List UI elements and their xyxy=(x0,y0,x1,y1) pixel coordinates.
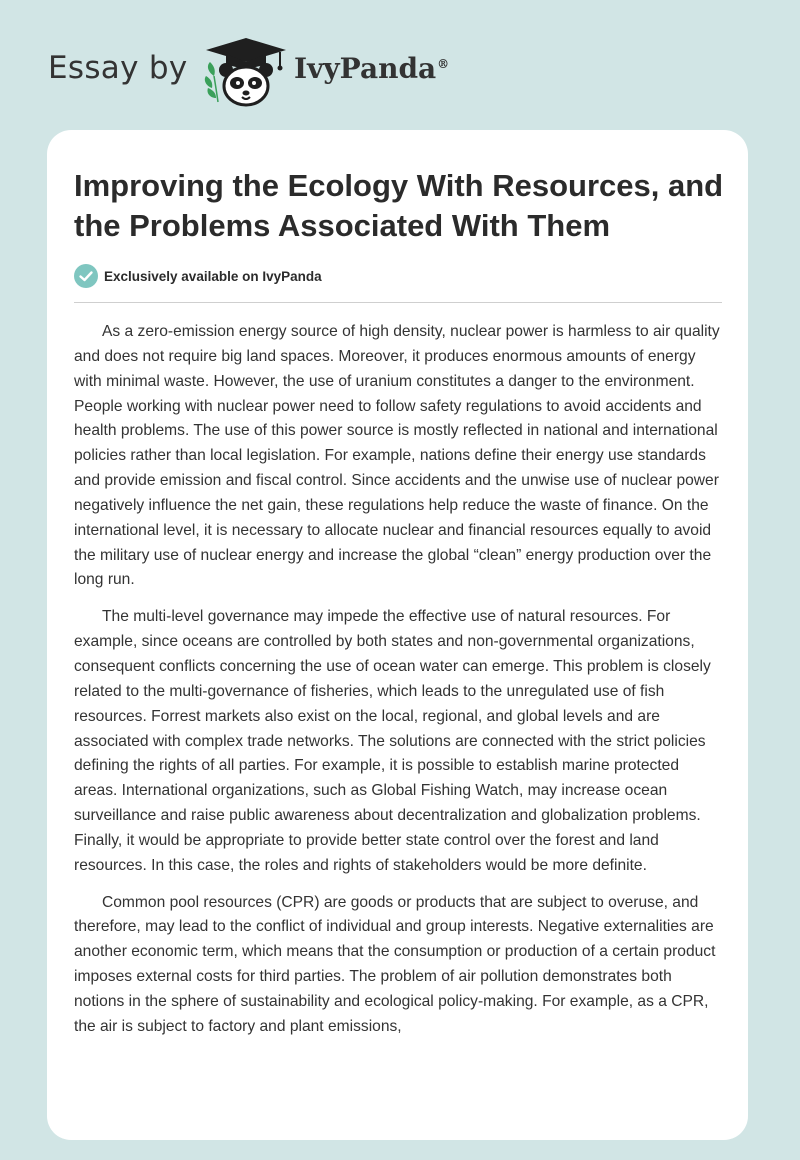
essay-paragraph: As a zero-emission energy source of high density, nuclear power is harmless to air quality and does not require big land spaces. Moreover, it produces enormous amounts of energy with minimal waste. However, the use of uranium constitutes a danger to the environment. People working with nuclear power need to follow safety regulations to avoid accidents and health problems. The use of this power source is mostly reflected in national and international policies rather than local legislation. For example, nations define their energy use standards and provide emission and fiscal control. Since accidents and the unwise use of nuclear power negatively influence the net gain, these regulations help reduce the waste of finance. On the international level, it is necessary to allocate nuclear and financial resources equally to avoid the military use of nuclear energy and increase the global “clean” energy production over the long run. xyxy=(74,323,720,589)
brand-name[interactable] xyxy=(294,52,449,85)
ivypanda-logo-icon xyxy=(200,36,292,108)
exclusive-badge xyxy=(74,263,322,289)
essay-paragraph: Common pool resources (CPR) are goods or products that are subject to overuse, and therefore, may lead to the conflict of individual and group interests. Negative externalities are another economic term, which means that the consumption or production of a certain product imposes external costs for third parties. The problem of air pollution demonstrates both notions in the sphere of sustainability and ecological policy-making. For example, as a CPR, the air is subject to factory and plant emissions, xyxy=(74,893,716,1035)
exclusive-badge-label: Exclusively available on IvyPanda xyxy=(104,268,322,284)
brand-name-text: IvyPanda xyxy=(294,52,437,85)
registered-mark: ® xyxy=(437,56,450,71)
title-divider xyxy=(74,302,722,303)
check-circle-icon xyxy=(74,264,98,288)
essay-by-label: Essay by xyxy=(48,50,188,86)
essay-title: Improving the Ecology With Resources, and the Problems Associated With Them xyxy=(74,168,724,243)
essay-body xyxy=(74,320,724,1052)
site-header xyxy=(0,0,800,130)
essay-paragraph: The multi-level governance may impede the effective use of natural resources. For example, since oceans are controlled by both states and non-governmental organizations, consequent conflicts concerning the use of ocean water can emerge. This problem is closely related to the multi-governance of fisheries, which leads to the unregulated use of fish resources. Forrest markets also exist on the local, regional, and global levels and are associated with complex trade networks. The solutions are connected with the strict policies defining the rights of all parties. For example, it is possible to establish marine protected areas. International organizations, such as Global Fishing Watch, may increase ocean surveillance and raise public awareness about decentralization and globalization problems. Finally, it would be appropriate to provide better state control over the forest and land resources. In this case, the roles and rights of stakeholders would be more definite. xyxy=(74,608,711,874)
essay-card xyxy=(47,130,748,1140)
